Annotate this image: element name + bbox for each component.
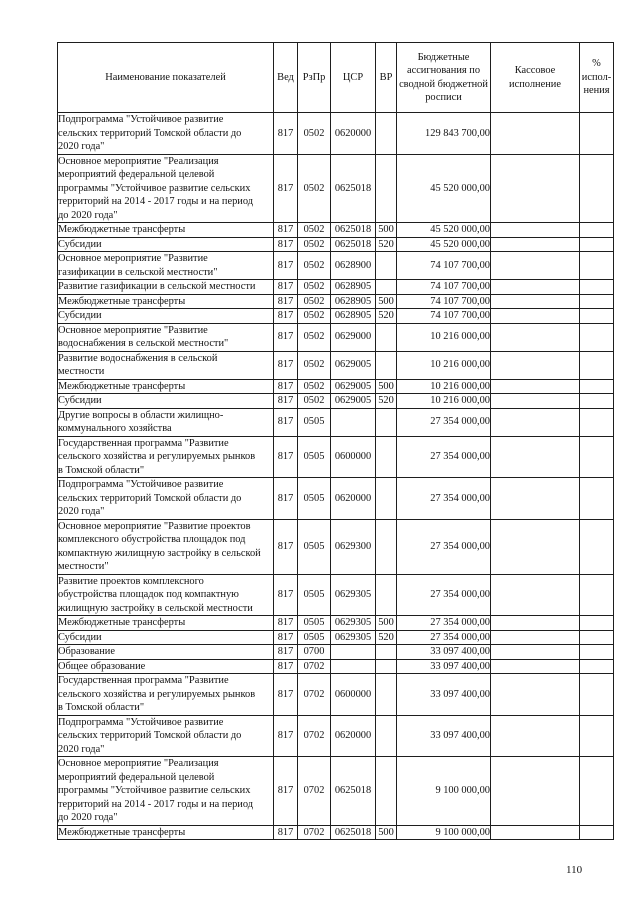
cell-execution-percent — [580, 478, 614, 520]
header-csr: ЦСР — [331, 43, 376, 113]
cell-name: Подпрограмма "Устойчивое развитие сельских территорий Томской области до 2020 года" — [58, 113, 274, 155]
cell-name: Подпрограмма "Устойчивое развитие сельских территорий Томской области до 2020 года" — [58, 478, 274, 520]
cell-execution-percent — [580, 252, 614, 280]
cell-vr — [376, 252, 397, 280]
cell-vr: 520 — [376, 394, 397, 409]
cell-vr: 520 — [376, 237, 397, 252]
cell-rzpr: 0502 — [298, 394, 331, 409]
cell-ved: 817 — [274, 379, 298, 394]
cell-rzpr: 0502 — [298, 280, 331, 295]
cell-execution-percent — [580, 757, 614, 826]
cell-cash-execution — [491, 408, 580, 436]
cell-execution-percent — [580, 237, 614, 252]
cell-csr: 0625018 — [331, 154, 376, 223]
cell-csr: 0625018 — [331, 825, 376, 840]
cell-budget: 9 100 000,00 — [397, 757, 491, 826]
header-row — [58, 43, 614, 113]
header-cash-execution: Кассовое исполнение — [491, 43, 580, 113]
table-row — [58, 113, 614, 155]
cell-execution-percent — [580, 645, 614, 660]
cell-cash-execution — [491, 757, 580, 826]
cell-vr — [376, 715, 397, 757]
cell-name: Межбюджетные трансферты — [58, 223, 274, 238]
cell-budget: 45 520 000,00 — [397, 223, 491, 238]
cell-name: Общее образование — [58, 659, 274, 674]
cell-execution-percent — [580, 825, 614, 840]
cell-vr: 520 — [376, 630, 397, 645]
cell-vr — [376, 113, 397, 155]
cell-ved: 817 — [274, 659, 298, 674]
cell-rzpr: 0505 — [298, 519, 331, 574]
cell-name: Основное мероприятие "Развитие проектов комплексного обустройства площадок под компактную жилищную застройку в сельской местности" — [58, 519, 274, 574]
cell-ved: 817 — [274, 223, 298, 238]
cell-budget: 27 354 000,00 — [397, 519, 491, 574]
cell-ved: 817 — [274, 630, 298, 645]
cell-cash-execution — [491, 379, 580, 394]
header-rzpr: РзПр — [298, 43, 331, 113]
cell-execution-percent — [580, 379, 614, 394]
cell-execution-percent — [580, 408, 614, 436]
cell-cash-execution — [491, 436, 580, 478]
cell-execution-percent — [580, 630, 614, 645]
table-row — [58, 351, 614, 379]
cell-execution-percent — [580, 715, 614, 757]
cell-csr: 0628905 — [331, 309, 376, 324]
table-row — [58, 659, 614, 674]
cell-ved: 817 — [274, 478, 298, 520]
cell-vr — [376, 408, 397, 436]
table-row — [58, 436, 614, 478]
cell-budget: 74 107 700,00 — [397, 309, 491, 324]
header-budget: Бюджетные ассигнования по сводной бюджетной росписи — [397, 43, 491, 113]
cell-execution-percent — [580, 574, 614, 616]
cell-ved: 817 — [274, 113, 298, 155]
page-number: 110 — [566, 864, 583, 876]
cell-name: Субсидии — [58, 394, 274, 409]
cell-execution-percent — [580, 674, 614, 716]
cell-cash-execution — [491, 645, 580, 660]
cell-csr: 0629300 — [331, 519, 376, 574]
cell-vr: 500 — [376, 616, 397, 631]
cell-vr — [376, 645, 397, 660]
cell-budget: 27 354 000,00 — [397, 408, 491, 436]
cell-vr: 500 — [376, 825, 397, 840]
cell-execution-percent — [580, 659, 614, 674]
cell-ved: 817 — [274, 436, 298, 478]
table-body — [58, 113, 614, 840]
cell-rzpr: 0502 — [298, 309, 331, 324]
cell-budget: 10 216 000,00 — [397, 379, 491, 394]
cell-rzpr: 0702 — [298, 825, 331, 840]
cell-name: Основное мероприятие "Развитие водоснабжения в сельской местности" — [58, 323, 274, 351]
cell-name: Образование — [58, 645, 274, 660]
cell-vr: 500 — [376, 223, 397, 238]
cell-execution-percent — [580, 294, 614, 309]
cell-rzpr: 0700 — [298, 645, 331, 660]
cell-csr: 0628900 — [331, 252, 376, 280]
table-row — [58, 715, 614, 757]
cell-name: Основное мероприятие "Реализация мероприятий федеральной целевой программы "Устойчивое развитие сельских территорий на 2014 - 2017 годы и на период до 2020 года" — [58, 154, 274, 223]
cell-ved: 817 — [274, 616, 298, 631]
cell-execution-percent — [580, 280, 614, 295]
cell-vr — [376, 436, 397, 478]
cell-budget: 129 843 700,00 — [397, 113, 491, 155]
cell-budget: 74 107 700,00 — [397, 294, 491, 309]
cell-cash-execution — [491, 825, 580, 840]
table-row — [58, 280, 614, 295]
cell-ved: 817 — [274, 252, 298, 280]
cell-name: Подпрограмма "Устойчивое развитие сельских территорий Томской области до 2020 года" — [58, 715, 274, 757]
cell-rzpr: 0502 — [298, 223, 331, 238]
cell-budget: 10 216 000,00 — [397, 351, 491, 379]
cell-budget: 33 097 400,00 — [397, 715, 491, 757]
cell-vr — [376, 323, 397, 351]
table-row — [58, 674, 614, 716]
table-row — [58, 574, 614, 616]
cell-rzpr: 0702 — [298, 715, 331, 757]
table-row — [58, 294, 614, 309]
table-row — [58, 519, 614, 574]
cell-name: Межбюджетные трансферты — [58, 294, 274, 309]
cell-cash-execution — [491, 154, 580, 223]
cell-rzpr: 0505 — [298, 616, 331, 631]
cell-cash-execution — [491, 309, 580, 324]
cell-vr: 500 — [376, 294, 397, 309]
cell-ved: 817 — [274, 294, 298, 309]
cell-name: Развитие проектов комплексного обустройства площадок под компактную жилищную застройку в сельской местности — [58, 574, 274, 616]
cell-name: Субсидии — [58, 630, 274, 645]
cell-cash-execution — [491, 280, 580, 295]
cell-csr: 0629305 — [331, 616, 376, 631]
cell-execution-percent — [580, 113, 614, 155]
cell-vr: 500 — [376, 379, 397, 394]
cell-ved: 817 — [274, 394, 298, 409]
table-row — [58, 630, 614, 645]
cell-rzpr: 0505 — [298, 478, 331, 520]
cell-cash-execution — [491, 616, 580, 631]
cell-ved: 817 — [274, 757, 298, 826]
table-row — [58, 478, 614, 520]
cell-budget: 33 097 400,00 — [397, 645, 491, 660]
cell-cash-execution — [491, 574, 580, 616]
cell-vr — [376, 574, 397, 616]
cell-csr: 0629005 — [331, 394, 376, 409]
cell-execution-percent — [580, 223, 614, 238]
cell-cash-execution — [491, 630, 580, 645]
cell-rzpr: 0505 — [298, 574, 331, 616]
header-vr: ВР — [376, 43, 397, 113]
cell-cash-execution — [491, 519, 580, 574]
cell-rzpr: 0502 — [298, 294, 331, 309]
cell-rzpr: 0505 — [298, 436, 331, 478]
cell-cash-execution — [491, 351, 580, 379]
table-row — [58, 252, 614, 280]
cell-vr — [376, 280, 397, 295]
table-row — [58, 757, 614, 826]
cell-cash-execution — [491, 294, 580, 309]
cell-csr: 0625018 — [331, 237, 376, 252]
table-row — [58, 616, 614, 631]
cell-csr: 0620000 — [331, 113, 376, 155]
cell-vr — [376, 478, 397, 520]
cell-ved: 817 — [274, 408, 298, 436]
table-row — [58, 237, 614, 252]
cell-rzpr: 0502 — [298, 323, 331, 351]
cell-csr: 0625018 — [331, 223, 376, 238]
cell-csr: 0620000 — [331, 715, 376, 757]
cell-execution-percent — [580, 616, 614, 631]
table-row — [58, 154, 614, 223]
cell-budget: 27 354 000,00 — [397, 478, 491, 520]
cell-execution-percent — [580, 154, 614, 223]
cell-rzpr: 0505 — [298, 630, 331, 645]
cell-rzpr: 0502 — [298, 379, 331, 394]
cell-vr — [376, 659, 397, 674]
cell-csr: 0629000 — [331, 323, 376, 351]
cell-cash-execution — [491, 478, 580, 520]
table-header — [58, 43, 614, 113]
cell-ved: 817 — [274, 825, 298, 840]
cell-cash-execution — [491, 674, 580, 716]
cell-vr — [376, 351, 397, 379]
cell-name: Основное мероприятие "Развитие газификации в сельской местности" — [58, 252, 274, 280]
cell-ved: 817 — [274, 645, 298, 660]
cell-cash-execution — [491, 113, 580, 155]
header-name: Наименование показателей — [58, 43, 274, 113]
cell-execution-percent — [580, 309, 614, 324]
table-row — [58, 645, 614, 660]
header-ved: Вед — [274, 43, 298, 113]
cell-cash-execution — [491, 394, 580, 409]
cell-rzpr: 0502 — [298, 252, 331, 280]
cell-csr: 0629305 — [331, 574, 376, 616]
cell-budget: 33 097 400,00 — [397, 674, 491, 716]
budget-table — [57, 42, 614, 840]
table-row — [58, 408, 614, 436]
cell-csr — [331, 659, 376, 674]
cell-csr — [331, 645, 376, 660]
cell-rzpr: 0502 — [298, 154, 331, 223]
cell-name: Межбюджетные трансферты — [58, 379, 274, 394]
cell-vr — [376, 154, 397, 223]
cell-ved: 817 — [274, 309, 298, 324]
cell-csr: 0600000 — [331, 436, 376, 478]
cell-cash-execution — [491, 237, 580, 252]
cell-name: Развитие газификации в сельской местности — [58, 280, 274, 295]
cell-cash-execution — [491, 659, 580, 674]
cell-execution-percent — [580, 351, 614, 379]
cell-budget: 27 354 000,00 — [397, 574, 491, 616]
cell-ved: 817 — [274, 519, 298, 574]
cell-cash-execution — [491, 715, 580, 757]
cell-budget: 10 216 000,00 — [397, 323, 491, 351]
cell-name: Межбюджетные трансферты — [58, 825, 274, 840]
cell-rzpr: 0702 — [298, 659, 331, 674]
cell-csr: 0628905 — [331, 280, 376, 295]
cell-csr: 0620000 — [331, 478, 376, 520]
cell-name: Основное мероприятие "Реализация мероприятий федеральной целевой программы "Устойчивое развитие сельских территорий на 2014 - 2017 годы и на период до 2020 года" — [58, 757, 274, 826]
cell-vr — [376, 757, 397, 826]
cell-rzpr: 0505 — [298, 408, 331, 436]
cell-budget: 45 520 000,00 — [397, 237, 491, 252]
table-row — [58, 223, 614, 238]
cell-ved: 817 — [274, 280, 298, 295]
cell-name: Субсидии — [58, 237, 274, 252]
cell-budget: 27 354 000,00 — [397, 616, 491, 631]
cell-ved: 817 — [274, 715, 298, 757]
cell-ved: 817 — [274, 237, 298, 252]
table-row — [58, 309, 614, 324]
cell-budget: 10 216 000,00 — [397, 394, 491, 409]
cell-budget: 74 107 700,00 — [397, 280, 491, 295]
cell-name: Государственная программа "Развитие сельского хозяйства и регулируемых рынков в Томской области" — [58, 436, 274, 478]
cell-cash-execution — [491, 252, 580, 280]
table-row — [58, 825, 614, 840]
cell-csr: 0629305 — [331, 630, 376, 645]
cell-budget: 45 520 000,00 — [397, 154, 491, 223]
cell-execution-percent — [580, 394, 614, 409]
cell-vr — [376, 519, 397, 574]
cell-execution-percent — [580, 519, 614, 574]
cell-name: Развитие водоснабжения в сельской местности — [58, 351, 274, 379]
cell-ved: 817 — [274, 574, 298, 616]
cell-cash-execution — [491, 323, 580, 351]
cell-name: Государственная программа "Развитие сельского хозяйства и регулируемых рынков в Томской области" — [58, 674, 274, 716]
cell-ved: 817 — [274, 674, 298, 716]
cell-rzpr: 0502 — [298, 351, 331, 379]
cell-csr: 0628905 — [331, 294, 376, 309]
cell-csr: 0625018 — [331, 757, 376, 826]
cell-ved: 817 — [274, 351, 298, 379]
cell-csr: 0600000 — [331, 674, 376, 716]
cell-csr — [331, 408, 376, 436]
cell-csr: 0629005 — [331, 379, 376, 394]
cell-rzpr: 0502 — [298, 237, 331, 252]
cell-execution-percent — [580, 323, 614, 351]
cell-budget: 27 354 000,00 — [397, 630, 491, 645]
cell-name: Субсидии — [58, 309, 274, 324]
cell-rzpr: 0702 — [298, 674, 331, 716]
cell-csr: 0629005 — [331, 351, 376, 379]
cell-rzpr: 0702 — [298, 757, 331, 826]
table-row — [58, 394, 614, 409]
cell-budget: 33 097 400,00 — [397, 659, 491, 674]
table-row — [58, 323, 614, 351]
cell-execution-percent — [580, 436, 614, 478]
header-execution-percent: % испол-нения — [580, 43, 614, 113]
table-row — [58, 379, 614, 394]
cell-rzpr: 0502 — [298, 113, 331, 155]
cell-budget: 9 100 000,00 — [397, 825, 491, 840]
cell-budget: 27 354 000,00 — [397, 436, 491, 478]
cell-name: Межбюджетные трансферты — [58, 616, 274, 631]
cell-name: Другие вопросы в области жилищно-коммунального хозяйства — [58, 408, 274, 436]
cell-cash-execution — [491, 223, 580, 238]
cell-vr — [376, 674, 397, 716]
cell-vr: 520 — [376, 309, 397, 324]
cell-ved: 817 — [274, 154, 298, 223]
cell-ved: 817 — [274, 323, 298, 351]
cell-budget: 74 107 700,00 — [397, 252, 491, 280]
